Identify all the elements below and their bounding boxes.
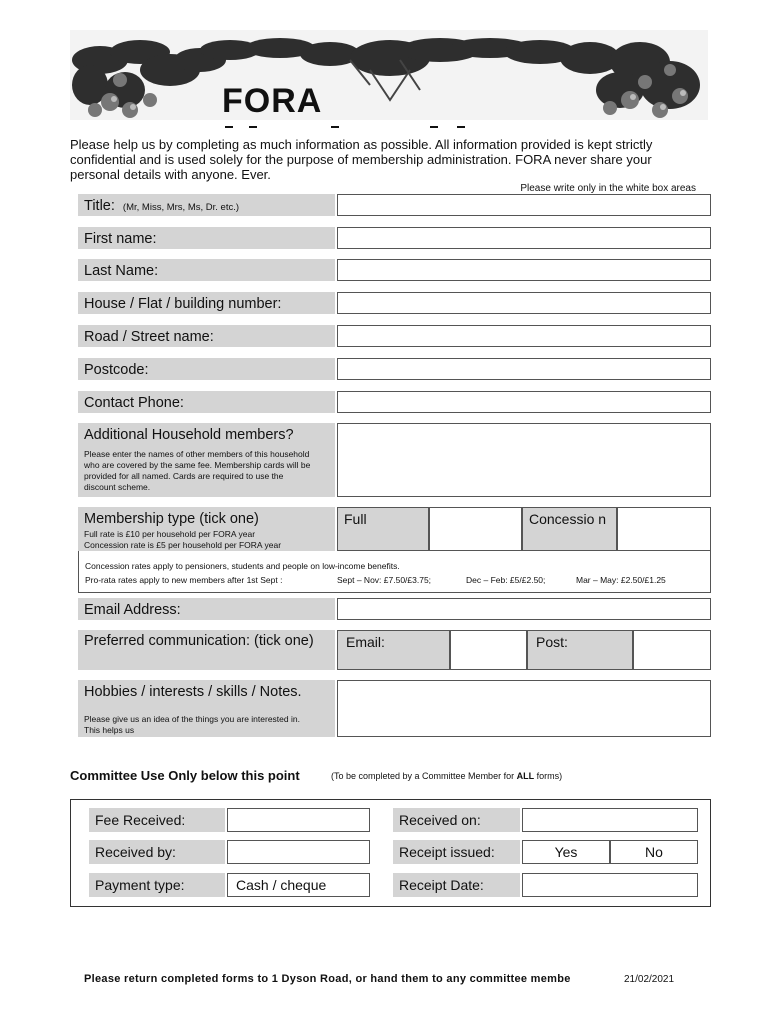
preferred-comm-label: Preferred communication: (tick one) xyxy=(78,630,335,670)
prorata-dec-feb: Dec – Feb: £5/£2.50; xyxy=(466,575,546,585)
prorata-sept-nov: Sept – Nov: £7.50/£3.75; xyxy=(337,575,432,585)
receipt-date-label: Receipt Date: xyxy=(393,873,520,897)
received-by-input[interactable] xyxy=(227,840,370,864)
brand-subtitle-dashes xyxy=(225,126,470,130)
household-input[interactable] xyxy=(337,423,711,497)
received-on-input[interactable] xyxy=(522,808,698,832)
payment-type-options[interactable]: Cash / cheque xyxy=(227,873,370,897)
household-label: Additional Household members? Please enter the names of other members of this household who are covered by the same fee. Membership cards will be provided for all named. Cards are required to use the discount scheme. xyxy=(78,423,335,497)
first-name-label: First name: xyxy=(78,227,335,249)
phone-label: Contact Phone: xyxy=(78,391,335,413)
phone-input[interactable] xyxy=(337,391,711,413)
receipt-date-input[interactable] xyxy=(522,873,698,897)
full-option-label: Full xyxy=(337,507,429,551)
postcode-label: Postcode: xyxy=(78,358,335,380)
full-tick-box[interactable] xyxy=(429,507,522,551)
footer-return-note: Please return completed forms to 1 Dyson Road, or hand them to any committee membe xyxy=(84,973,571,985)
pref-post-label: Post: xyxy=(527,630,633,670)
pref-email-tick-box[interactable] xyxy=(450,630,527,670)
last-name-input[interactable] xyxy=(337,259,711,281)
footer-date: 21/02/2021 xyxy=(624,974,675,985)
membership-note-full: Full rate is £10 per household per FORA year xyxy=(84,529,256,539)
committee-heading: Committee Use Only below this point xyxy=(70,768,300,783)
road-input[interactable] xyxy=(337,325,711,347)
hobbies-input[interactable] xyxy=(337,680,711,737)
white-box-instruction: Please write only in the white box areas xyxy=(520,183,696,194)
email-input[interactable] xyxy=(337,598,711,620)
membership-note-concession: Concession rate is £5 per household per FORA year xyxy=(84,540,282,550)
received-by-label: Received by: xyxy=(89,840,225,864)
concession-option-label: Concessio n xyxy=(522,507,617,551)
fee-received-label: Fee Received: xyxy=(89,808,225,832)
title-label: Title: (Mr, Miss, Mrs, Ms, Dr. etc.) xyxy=(78,194,335,216)
house-number-input[interactable] xyxy=(337,292,711,314)
road-label: Road / Street name: xyxy=(78,325,335,347)
postcode-input[interactable] xyxy=(337,358,711,380)
hobbies-note: Please give us an idea of the things you are interested in. This helps us xyxy=(84,714,300,735)
intro-paragraph: Please help us by completing as much information as possible. All information provided is kept strictly confidential and is used solely for the purpose of membership administration. FORA never share your personal details with anyone. Ever. xyxy=(70,137,653,182)
header-banner xyxy=(70,30,708,120)
pref-email-label: Email: xyxy=(337,630,450,670)
prorata-text: Pro-rata rates apply to new members after 1st Sept : xyxy=(85,575,283,585)
hobbies-label: Hobbies / interests / skills / Notes. Please give us an idea of the things you are interested in. This helps us xyxy=(78,680,335,737)
house-number-label: House / Flat / building number: xyxy=(78,292,335,314)
receipt-yes-option[interactable]: Yes xyxy=(522,840,610,864)
received-on-label: Received on: xyxy=(393,808,520,832)
brand-title: FORA xyxy=(222,82,323,120)
household-note: Please enter the names of other members of this household who are covered by the same fee. Membership cards will be provided for all named. Cards are required to use the discount scheme. xyxy=(84,449,311,492)
email-label: Email Address: xyxy=(78,598,335,620)
payment-type-label: Payment type: xyxy=(89,873,225,897)
title-hint: (Mr, Miss, Mrs, Ms, Dr. etc.) xyxy=(122,202,240,213)
foliage-banner-image xyxy=(70,30,708,120)
receipt-issued-label: Receipt issued: xyxy=(393,840,520,864)
first-name-input[interactable] xyxy=(337,227,711,249)
committee-note: (To be completed by a Committee Member for ALL forms) xyxy=(331,771,563,781)
fee-received-input[interactable] xyxy=(227,808,370,832)
title-input[interactable] xyxy=(337,194,711,216)
pref-post-tick-box[interactable] xyxy=(633,630,711,670)
prorata-mar-may: Mar – May: £2.50/£1.25 xyxy=(576,575,666,585)
membership-label: Membership type (tick one) Full rate is £10 per household per FORA year Concession rate is £5 per household per FORA year xyxy=(78,507,335,551)
receipt-no-option[interactable]: No xyxy=(610,840,698,864)
concession-rates-text: Concession rates apply to pensioners, students and people on low-income benefits. xyxy=(85,561,400,571)
concession-info xyxy=(78,551,711,593)
last-name-label: Last Name: xyxy=(78,259,335,281)
concession-tick-box[interactable] xyxy=(617,507,711,551)
